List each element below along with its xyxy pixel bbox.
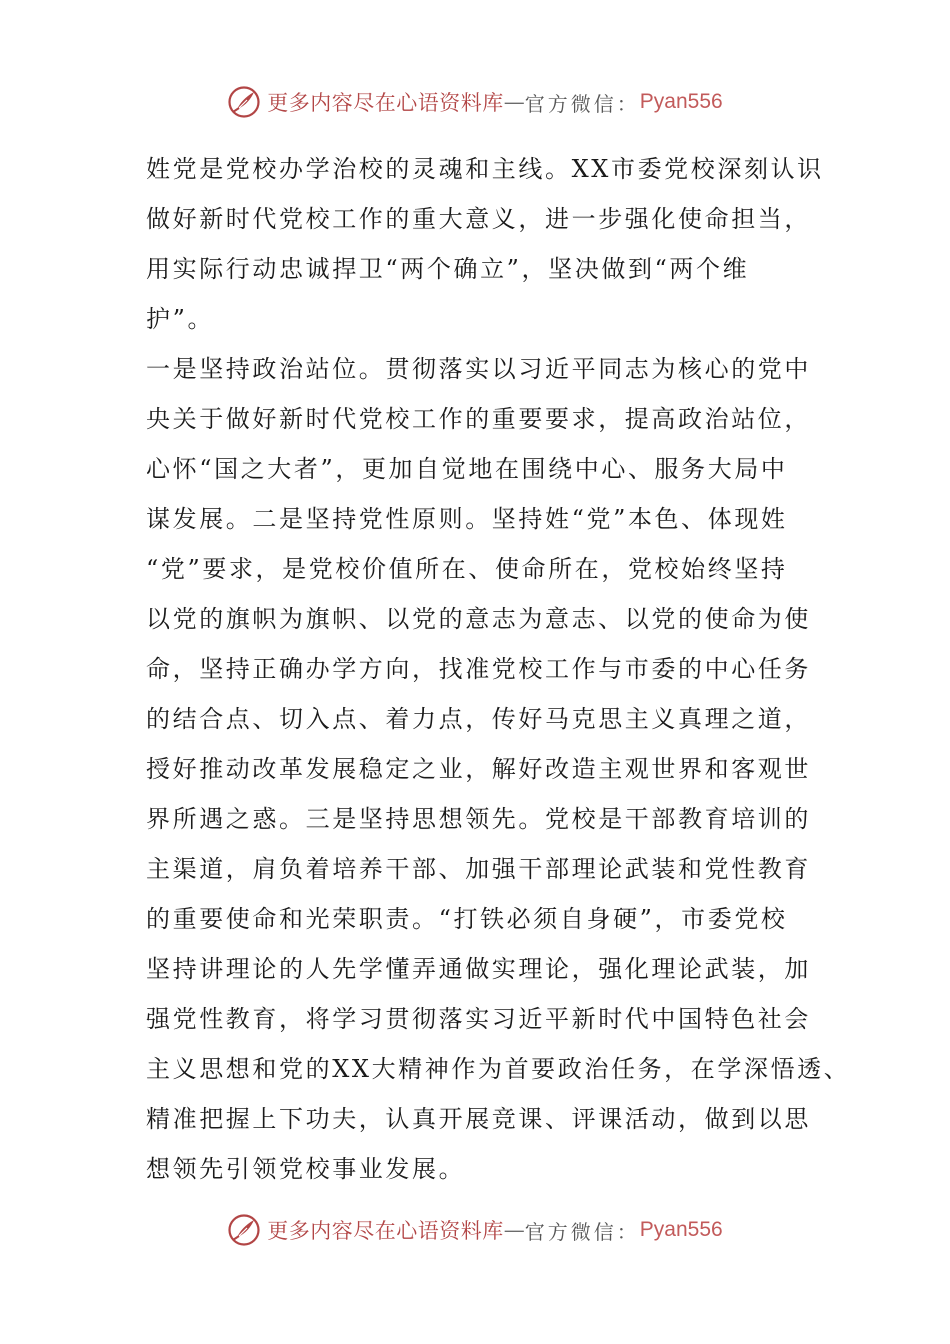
- body-line: 一是坚持政治站位。贯彻落实以习近平同志为核心的党中: [146, 355, 811, 383]
- header-separator: —: [503, 90, 525, 114]
- footer-separator: —: [503, 1218, 525, 1242]
- body-line: 授好推动改革发展稳定之业，解好改造主观世界和客观世: [146, 755, 811, 783]
- body-line: 心怀“国之大者”，更加自觉地在围绕中心、服务大局中: [146, 455, 788, 483]
- feather-pen-icon: [227, 1213, 261, 1247]
- body-line: “党”要求，是党校价值所在、使命所在，党校始终坚持: [146, 555, 788, 583]
- body-line: 的重要使命和光荣职责。“打铁必须自身硬”，市委党校: [146, 905, 788, 933]
- footer-site-text: 更多内容尽在心语资料库: [267, 1219, 504, 1243]
- footer-wechat-label: 官方微信：: [524, 1219, 640, 1244]
- body-line: 用实际行动忠诚捍卫“两个确立”，坚决做到“两个维: [146, 255, 750, 283]
- footer-banner: [0, 1208, 950, 1252]
- body-line: 精准把握上下功夫，认真开展竞课、评课活动，做到以思: [146, 1105, 811, 1133]
- feather-pen-icon: [227, 85, 261, 119]
- header-banner: [0, 80, 950, 124]
- header-wechat-id: Pyan556: [639, 90, 723, 113]
- body-line: 央关于做好新时代党校工作的重要要求，提高政治站位，: [146, 405, 811, 433]
- body-line: 的结合点、切入点、着力点，传好马克思主义真理之道，: [146, 705, 811, 733]
- body-line: 姓党是党校办学治校的灵魂和主线。XX市委党校深刻认识: [146, 155, 824, 183]
- footer-wechat-id: Pyan556: [639, 1218, 723, 1241]
- body-line: 主渠道，肩负着培养干部、加强干部理论武装和党性教育: [146, 855, 811, 883]
- body-line: 谋发展。二是坚持党性原则。坚持姓“党”本色、体现姓: [146, 505, 788, 533]
- body-line: 主义思想和党的XX大精神作为首要政治任务，在学深悟透、: [146, 1055, 851, 1083]
- body-line: 做好新时代党校工作的重大意义，进一步强化使命担当，: [146, 205, 811, 233]
- body-line: 界所遇之惑。三是坚持思想领先。党校是干部教育培训的: [146, 805, 811, 833]
- body-line: 想领先引领党校事业发展。: [146, 1155, 466, 1183]
- body-line: 护”。: [146, 305, 215, 333]
- header-wechat-label: 官方微信：: [524, 91, 640, 116]
- body-line: 坚持讲理论的人先学懂弄通做实理论，强化理论武装，加: [146, 955, 811, 983]
- header-site-text: 更多内容尽在心语资料库: [267, 91, 504, 115]
- body-line: 命，坚持正确办学方向，找准党校工作与市委的中心任务: [146, 655, 811, 683]
- body-line: 以党的旗帜为旗帜、以党的意志为意志、以党的使命为使: [146, 605, 811, 633]
- document-body: [146, 144, 851, 1194]
- body-line: 强党性教育，将学习贯彻落实习近平新时代中国特色社会: [146, 1005, 811, 1033]
